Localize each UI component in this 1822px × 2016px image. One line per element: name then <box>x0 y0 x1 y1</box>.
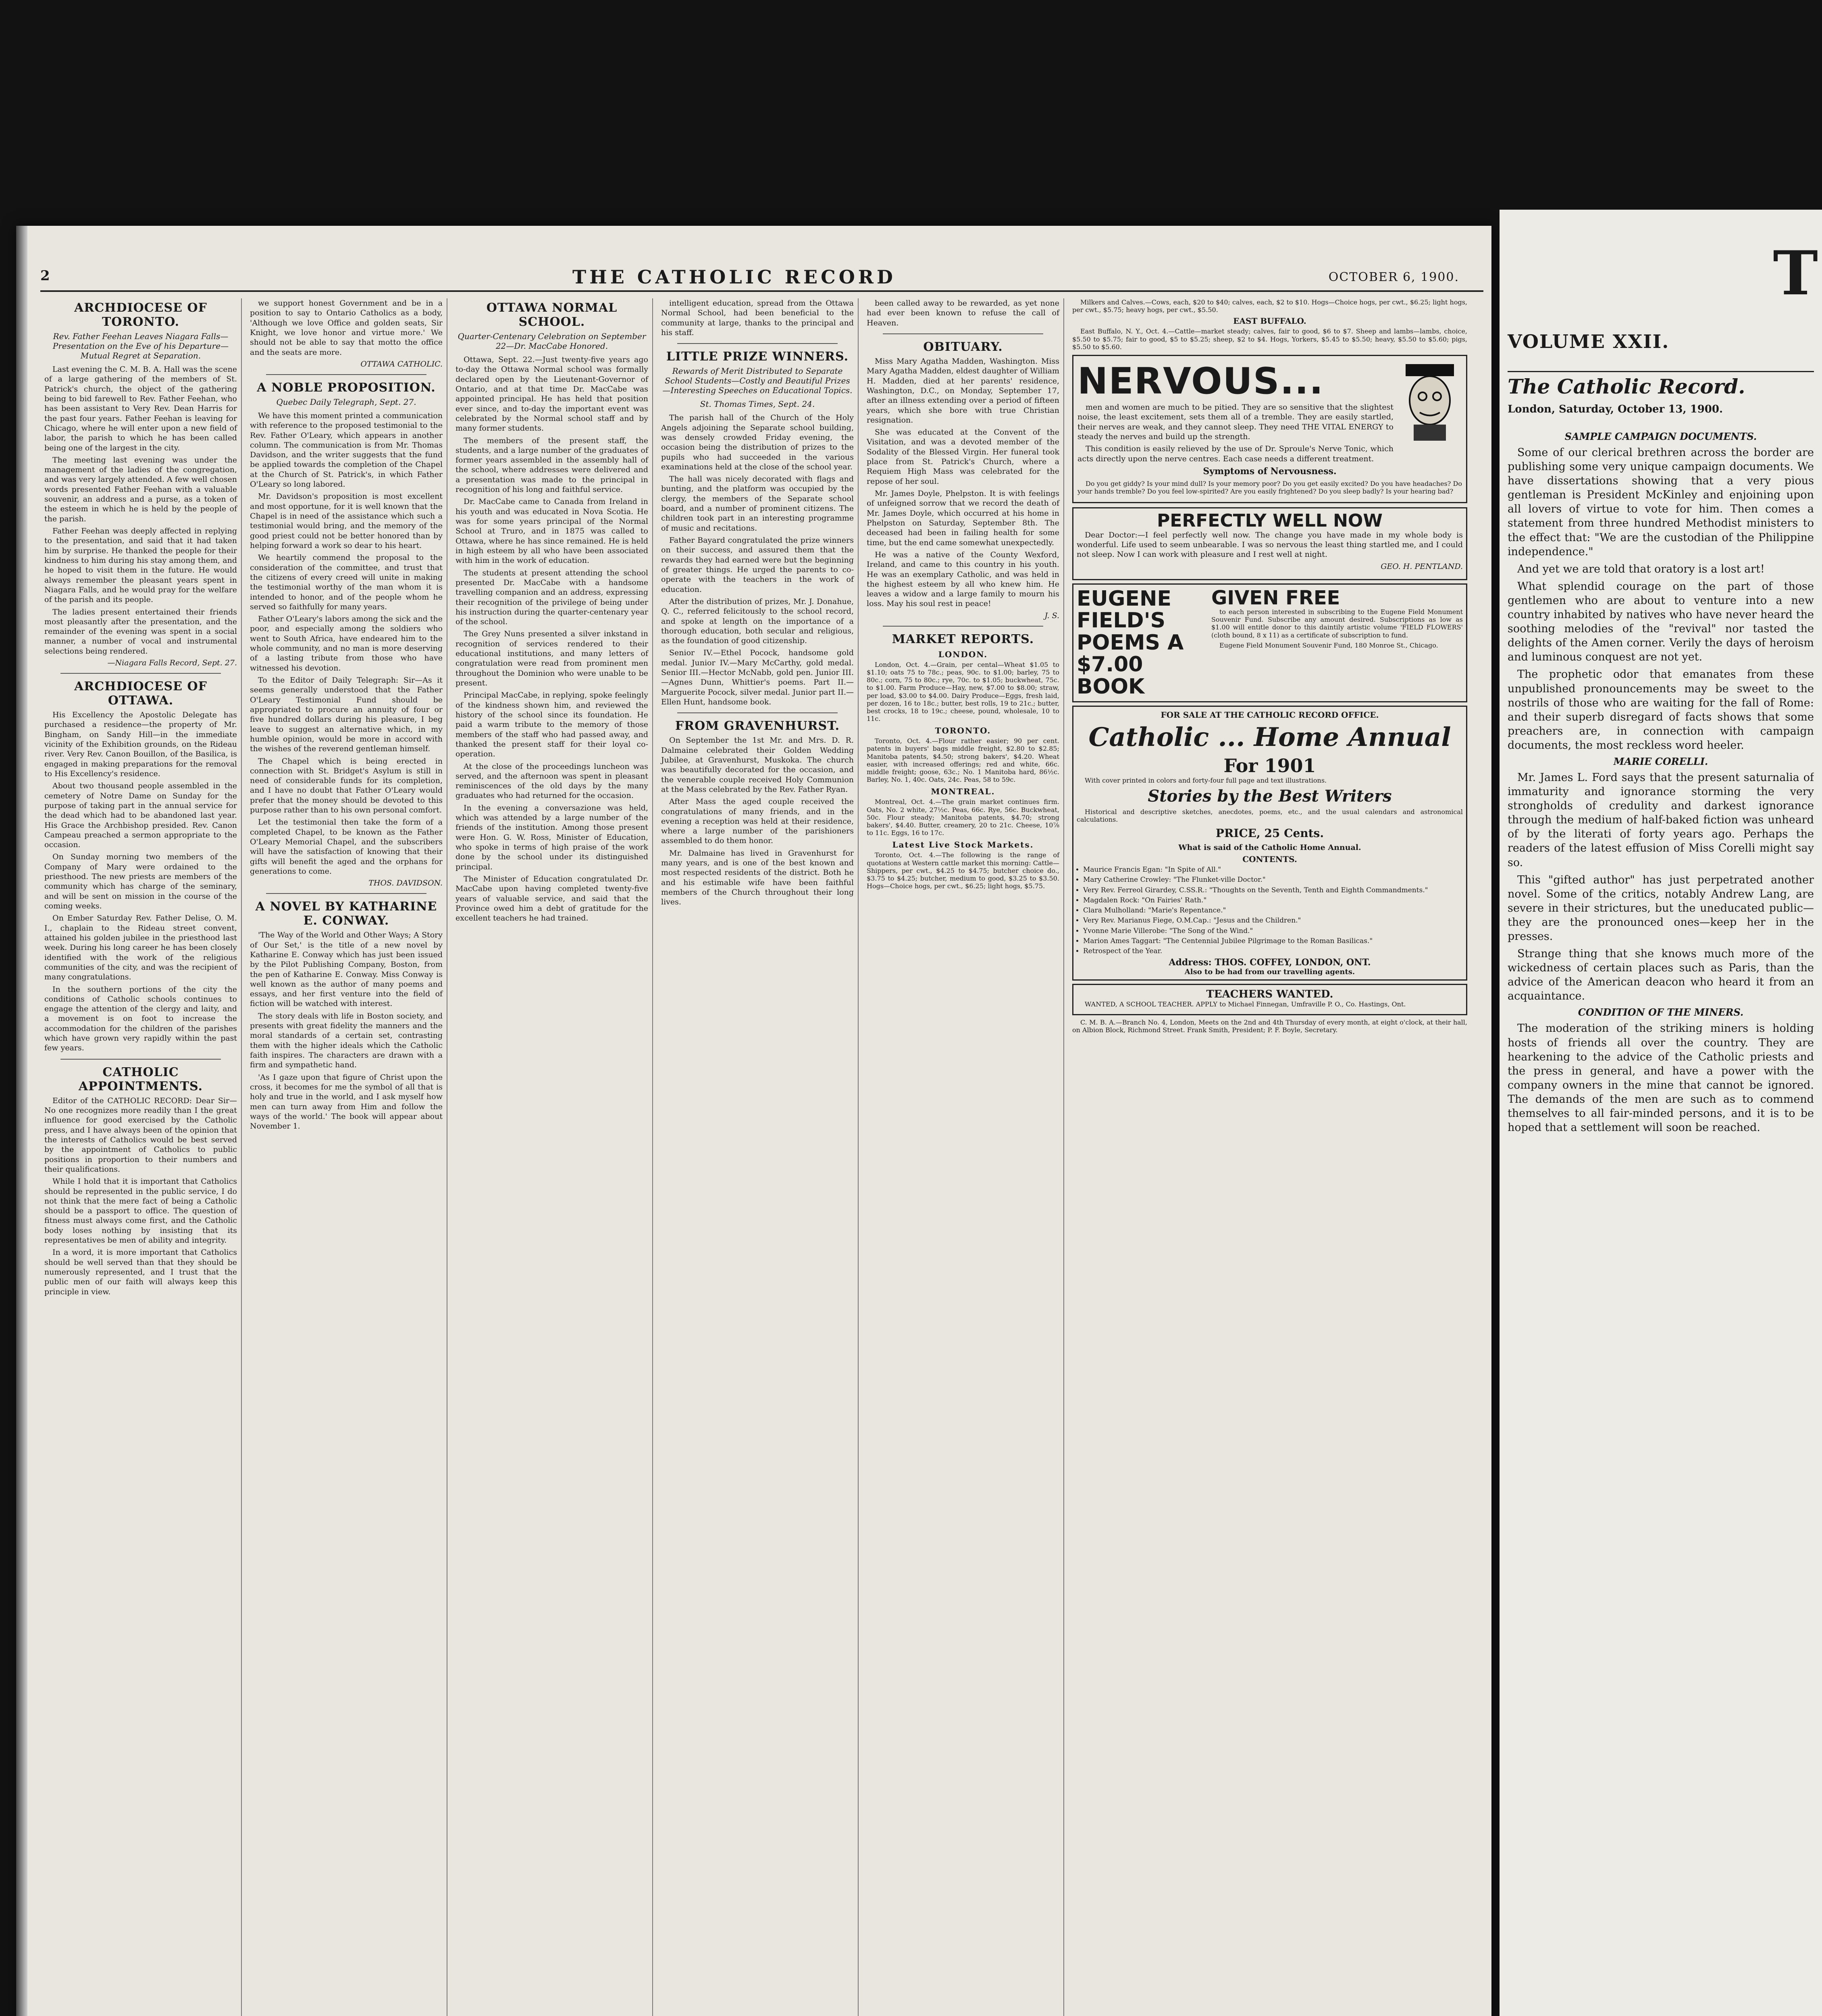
eugene-field-advertisement <box>1072 583 1467 702</box>
paragraph: About two thousand people assembled in the cemetery of Notre Dame on Sunday for the purpose of taking part in the annual service for the dead which had to be abandoned last year. His Grace the Archbishop presided. Rev. Canon Campeau preached a sermon appropriate to the occasion. <box>44 781 237 850</box>
paragraph: After the distribution of prizes, Mr. J. Donahue, Q. C., referred felicitously to the school record, and spoke at length on the importance of a thorough education, both secular and religious, as the foundation of good citizenship. <box>661 597 854 646</box>
paragraph: Father Bayard congratulated the prize winners on their success, and assured them that the rewards they had earned were but the beginning of greater things. He urged the parents to co-operate with the teachers in the work of education. <box>661 536 854 594</box>
market-report: Toronto, Oct. 4.—The following is the range of quotations at Western cattle market this morning: Cattle—Shippers, per cwt., $4.25 to $4.75; butcher choice do., $3.75 to $4.25; butcher, medium to good, $3.25 to $3.50. Hogs—Choice hogs, per cwt., $6.25; light hogs, $5.75. <box>867 851 1059 890</box>
source-credit: Quebec Daily Telegraph, Sept. 27. <box>276 397 416 407</box>
paragraph: Ottawa, Sept. 22.—Just twenty-five years ago to-day the Ottawa Normal school was formally declared open by the Lieutenant-Governor of Ontario, and at that time Dr. MacCabe was appointed principal. He has held that position ever since, and to-day the important event was celebrated by the Normal school staff and by many former students. <box>456 355 648 433</box>
page-header <box>40 266 1483 292</box>
contents-item: • Clara Mulholland: "Marie's Repentance." <box>1083 906 1463 915</box>
paragraph: He was a native of the County Wexford, Ireland, and came to this country in his youth. He was an exemplary Catholic, and was held in the highest esteem by all who knew him. He leaves a widow and a large family to mourn his loss. May his soul rest in peace! <box>867 550 1059 608</box>
ad-text: men and women are much to be pitied. They are so sensitive that the slightest noise, the least excitement, sets them all of a tremble. They are easily startled, their nerves are weak, and they cannot sleep. They need THE VITAL ENERGY to steady the nerves and build up the strength. <box>1077 402 1394 441</box>
paragraph: The students at present attending the school presented Dr. MacCabe with a handsome travelling companion and an address, expressing their recognition of the privilege of being under his instruction during the quarter-centenary year of the school. <box>456 568 648 627</box>
page-number: 2 <box>40 268 50 284</box>
contents-item: • Retrospect of the Year. <box>1083 947 1463 956</box>
market-city-heading: Latest Live Stock Markets. <box>892 840 1034 850</box>
source-credit: St. Thomas Times, Sept. 24. <box>700 399 815 409</box>
divider <box>883 333 1043 334</box>
column-5 <box>863 298 1064 2016</box>
paragraph: Let the testimonial then take the form of a completed Chapel, to be known as the Father O'Leary Memorial Chapel, and the subscribers will have the satisfaction of knowing that their gifts will benefit the aged and the orphans for generations to come. <box>250 818 443 876</box>
column-3 <box>451 298 653 2016</box>
ad-text: to each person interested in subscribing to the Eugene Field Monument Souvenir Fund. Subscribe any amount desired. Subscriptions as low as $1.00 will entitle donor to this daintily artistic volume 'FIELD FLOWERS' (cloth bound, 8 x 11) as a certificate of subscription to fund. <box>1211 608 1463 639</box>
paragraph: His Excellency the Apostolic Delegate has purchased a residence—the property of Mr. Bingham, on Sandy Hill—in the immediate vicinity of the Exhibition grounds, on the Rideau river. Very Rev. Canon Bouillon, of the Basilica, is engaged in making preparations for the removal to His Excellency's residence. <box>44 710 237 778</box>
paragraph: The hall was nicely decorated with flags and bunting, and the platform was occupied by the clergy, the members of the Separate school board, and a number of prominent citizens. The children took part in an interesting programme of music and recitations. <box>661 475 854 533</box>
market-city-heading: TORONTO. <box>935 726 991 736</box>
column-2 <box>246 298 447 2016</box>
headline-toronto: ARCHDIOCESE OF TORONTO. <box>74 301 207 329</box>
ad-text: Historical and descriptive sketches, anecdotes, poems, etc., and the usual calendars and astronomical calculations. <box>1077 808 1463 824</box>
paragraph: Last evening the C. M. B. A. Hall was the scene of a large gathering of the members of St. Patrick's church, the object of the gathering being to bid farewell to Rev. Father Feehan, who has been assistant to Very Rev. Dean Harris for the past four years. Father Feehan is leaving for Chicago, where he will enter upon a new field of labor, the parish to which he has been called being one of the largest in the city. <box>44 365 237 452</box>
market-report: Toronto, Oct. 4.—Flour rather easier; 90 per cent. patents in buyers' bags middle freight, $2.80 to $2.85; Manitoba patents, $4.50; strong bakers', $4.20. Wheat easier, with increased offerings; red and white, 66c. middle freight; goose, 63c.; No. 1 Manitoba hard, 86½c. Barley, No. 1, 40c. Oats, 24c. Peas, 58 to 59c. <box>867 737 1059 784</box>
paragraph: we support honest Government and be in a position to say to Ontario Catholics as a body, 'Although we love Office and golden seats, Sir Knight, we love honor and virtue more.' We should not be able to say that motto the office and the seats are more. <box>250 299 443 357</box>
market-report: Montreal, Oct. 4.—The grain market continues firm. Oats, No. 2 white, 27½c. Peas, 66c. Rye, 56c. Buckwheat, 50c. Flour steady; Manitoba patents, $4.70; strong bakers', $4.40. Butter, creamery, 20 to 21c. Cheese, 10⅞ to 11c. Eggs, 16 to 17c. <box>867 798 1059 837</box>
contents-heading: CONTENTS. <box>1242 854 1297 864</box>
cmba-notice: C. M. B. A.—Branch No. 4, London, Meets on the 2nd and 4th Thursday of every month, at eight o'clock, at their hall, on Albion Block, Richmond Street. Frank Smith, President; P. F. Boyle, Secretary. <box>1072 1018 1467 1034</box>
divider <box>266 893 426 894</box>
testimonial-advertisement <box>1072 507 1467 580</box>
paragraph: The story deals with life in Boston society, and presents with great fidelity the manners and the moral standards of a certain set, contrasting them with the higher ideals which the Catholic faith inspires. The characters are drawn with a firm and sympathetic hand. <box>250 1011 443 1070</box>
paragraph: On Sunday morning two members of the Company of Mary were ordained to the priesthood. The new priests are members of the community which has charge of the seminary, and will be sent on mission in the course of the coming weeks. <box>44 852 237 910</box>
paragraph: And yet we are told that oratory is a lost art! <box>1517 562 1765 575</box>
paragraph: Miss Mary Agatha Madden, Washington. Miss Mary Agatha Madden, eldest daughter of William H. Madden, died at her parents' residence, Washington, D.C., on Monday, September 17, after an illness extending over a period of fifteen years, which she bore with true Christian resignation. <box>867 356 1059 425</box>
headline-miners: CONDITION OF THE MINERS. <box>1578 1006 1744 1018</box>
paragraph: 'The Way of the World and Other Ways; A Story of Our Set,' is the title of a new novel by Katharine E. Conway which has just been issued by the Pilot Publishing Company, Boston, from the pen of Katharine E. Conway. Miss Conway is well known as the author of many poems and essays, and her first venture into the field of fiction will be watched with interest. <box>250 931 443 1008</box>
ad-text: This condition is easily relieved by the use of Dr. Sproule's Nerve Tonic, which acts directly upon the nerve centres. Each case needs a different treatment. <box>1077 444 1394 463</box>
paragraph: She was educated at the Convent of the Visitation, and was a devoted member of the Sodality of the Blessed Virgin. Her funeral took place from St. Patrick's Church, where a Requiem High Mass was celebrated for the repose of her soul. <box>867 428 1059 486</box>
ad-text: Dear Doctor:—I feel perfectly well now. The change you have made in my whole body is wonderful. Life used to seem unbearable. I was so nervous the least thing startled me, and I could not sleep. Now I can work with pleasure and I rest well at night. <box>1077 530 1463 559</box>
ad-headline: GIVEN FREE <box>1211 586 1340 609</box>
headline-noble-proposition: A NOBLE PROPOSITION. <box>257 380 436 395</box>
subhead-prize-winners: Rewards of Merit Distributed to Separate School Students—Costly and Beautiful Prizes—Interesting Speeches on Educational Topics. <box>662 366 853 396</box>
teachers-wanted-advertisement <box>1072 984 1467 1015</box>
paragraph: The meeting last evening was under the management of the ladies of the congregation, and was very largely attended. A few well chosen words presented Father Feehan with a valuable souvenir, an address and a purse, as a token of the esteem in which he is held by the people of the parish. <box>44 455 237 523</box>
portrait-illustration-icon <box>1398 360 1462 441</box>
paragraph: The parish hall of the Church of the Holy Angels adjoining the Separate school building, was densely crowded Friday evening, the occasion being the distribution of prizes to the pupils who had succeeded in the various examinations held at the close of the school year. <box>661 413 854 471</box>
page-binding <box>16 226 27 2016</box>
paragraph: To the Editor of Daily Telegraph: Sir—As it seems generally understood that the Father O'Leary Testimonial Fund should be appropriated to procure an annuity of four or five hundred dollars during his pleasure, I beg leave to suggest an alternative which, in my humble opinion, would be more in accord with the wishes of the reverend gentleman himself. <box>250 676 443 754</box>
column-4 <box>657 298 859 2016</box>
ad-headline: EUGENE FIELD'S POEMS A $7.00 BOOK <box>1077 586 1184 699</box>
ad-subheading: Symptoms of Nervousness. <box>1203 466 1337 477</box>
ad-address: Address: THOS. COFFEY, LONDON, ONT. <box>1169 957 1371 968</box>
contents-item: • Mary Catherine Crowley: "The Flunket-ville Doctor." <box>1083 876 1463 884</box>
market-city-heading: LONDON. <box>938 649 988 659</box>
volume-number: VOLUME XXII. <box>1508 331 1670 352</box>
masthead-right <box>1508 238 1822 309</box>
contents-list <box>1077 866 1463 956</box>
paragraph: The Minister of Education congratulated Dr. MacCabe upon having completed twenty-five years of valuable service, and said that the Province owed him a debt of gratitude for the excellent teachers he had trained. <box>456 874 648 923</box>
signature: OTTAWA CATHOLIC. <box>360 359 443 369</box>
masthead: THE CATHOLIC RECORD <box>572 266 896 288</box>
headline-prize-winners: LITTLE PRIZE WINNERS. <box>666 350 849 364</box>
signature: J. S. <box>1044 611 1059 620</box>
contents-item: • Magdalen Rock: "On Fairies' Rath." <box>1083 896 1463 905</box>
column-1 <box>40 298 242 2016</box>
paragraph: In a word, it is more important that Catholics should be well served than that they should be numerously represented, and I trust that the public men of our faith will always keep this principle in view. <box>44 1248 237 1296</box>
paragraph: The ladies present entertained their friends most pleasantly after the presentation, and the remainder of the evening was spent in a social manner, a number of vocal and instrumental selections being rendered. <box>44 607 237 656</box>
paragraph: On September the 1st Mr. and Mrs. D. R. Dalmaine celebrated their Golden Wedding Jubilee, at Gravenhurst, Muskoka. The church was beautifully decorated for the occasion, and the venerable couple received Holy Communion at the Mass celebrated by the Rev. Father Ryan. <box>661 736 854 794</box>
ad-text: With cover printed in colors and forty-four full page and text illustrations. <box>1085 776 1327 784</box>
ad-address: Eugene Field Monument Souvenir Fund, 180 Monroe St., Chicago. <box>1219 641 1438 649</box>
paragraph: Mr. Davidson's proposition is most excellent and most opportune, for it is well known that the Chapel is in need of the assistance which such a testimonial would bring, and the memory of the good priest could not be better honored than by helping forward a work so dear to his heart. <box>250 492 443 550</box>
paragraph: The prophetic odor that emanates from these unpublished pronouncements may be sweet to the nostrils of those who are waiting for the fall of Rome: and their superb disregard of facts shows that some preachers are, in connection with campaign documents, the most reckless word heeler. <box>1508 668 1814 752</box>
paragraph: The moderation of the striking miners is holding hosts of friends all over the country. They are hearkening to the advice of the Catholic priests and the press in general, and have a power with the company owners in the mine that cannot be ignored. The demands of the men are such as to commend themselves to all fair-minded persons, and it is to be hoped that a settlement will soon be reached. <box>1508 1022 1814 1134</box>
market-reports <box>867 632 1059 890</box>
paragraph: While I hold that it is important that Catholics should be represented in the public service, I do not think that the mere fact of being a Catholic should be a passport to office. The question of fitness must always come first, and the Catholic body loses nothing by insisting that its representatives be men of ability and integrity. <box>44 1177 237 1245</box>
home-annual-advertisement <box>1072 706 1467 981</box>
ad-year: For 1901 <box>1223 754 1316 777</box>
paragraph: After Mass the aged couple received the congratulations of many friends, and in the evening a reception was held at their residence, where a large number of the parishioners assembled to do them honor. <box>661 797 854 846</box>
ad-text: Also to be had from our travelling agents. <box>1184 968 1355 977</box>
market-city-heading: MONTREAL. <box>931 787 995 797</box>
paragraph: intelligent education, spread from the Ottawa Normal School, had been beneficial to the community at large, thanks to the principal and his staff. <box>661 299 854 337</box>
source-credit: —Niagara Falls Record, Sept. 27. <box>107 658 237 668</box>
paragraph: In the southern portions of the city the conditions of Catholic schools continues to engage the attention of the clergy and laity, and a movement is on foot to increase the accommodation for the children of the parishes which have grown very rapidly within the past few years. <box>44 985 237 1053</box>
paragraph: Strange thing that she knows much more of the wickedness of certain places such as Paris, than the advice of the American deacon who heard it from an acquaintance. <box>1508 948 1814 1003</box>
headline-campaign-documents: SAMPLE CAMPAIGN DOCUMENTS. <box>1564 431 1757 442</box>
prize-list: Senior IV.—Ethel Pocock, handsome gold medal. Junior IV.—Mary McCarthy, gold medal. Senior III.—Hector McNabb, gold pen. Junior III.—Agnes Dunn, Whittier's poems. Part II.—Marguerite Pocock, silver medal. Junior part II.—Ellen Hunt, handsome book. <box>661 648 854 706</box>
paragraph: The members of the present staff, the students, and a large number of the graduates of former years assembled in the assembly hall of the school, where addresses were delivered and a presentation was made to the principal in recognition of his long and faithful service. <box>456 436 648 494</box>
paragraph: Father Feehan was deeply affected in replying to the presentation, and said that it had taken him by surprise. He thanked the people for their kindness to him during his stay among them, and he hoped to visit them in the future. He would always remember the pleasant years spent in Niagara Falls, and he would pray for the welfare of the parish and its people. <box>44 527 237 604</box>
subhead-toronto: Rev. Father Feehan Leaves Niagara Falls—Presentation on the Eve of his Departure—Mutual Regret at Separation. <box>52 331 229 360</box>
ad-headline: Catholic ... Home Annual <box>1088 722 1451 752</box>
paragraph: Father O'Leary's labors among the sick and the poor, and especially among the soldiers who went to South Africa, have endeared him to the whole community, and no man is more deserving of a lasting tribute from those who have witnessed his devotion. <box>250 614 443 673</box>
divider <box>677 343 838 344</box>
newspaper-page-left <box>16 226 1491 2016</box>
market-report: Milkers and Calves.—Cows, each, $20 to $40; calves, each, $2 to $10. Hogs—Choice hogs, per cwt., $6.25; light hogs, per cwt., $5.75; heavy hogs, per cwt., $5.50. <box>1072 298 1467 314</box>
masthead-initial: T <box>1773 238 1818 309</box>
divider <box>60 673 221 674</box>
divider <box>677 712 838 713</box>
headline-market-reports: MARKET REPORTS. <box>892 632 1034 646</box>
headline-novel: A NOVEL BY KATHARINE E. CONWAY. <box>255 900 437 928</box>
paragraph: Editor of the CATHOLIC RECORD: Dear Sir—No one recognizes more readily than I the great influence for good exercised by the Catholic press, and I have always been of the opinion that the interests of Catholics would be best served by the appointment of Catholics to public positions in proportion to their numbers and their qualifications. <box>44 1096 237 1174</box>
paragraph: On Ember Saturday Rev. Father Delise, O. M. I., chaplain to the Rideau street convent, attained his golden jubilee in the priesthood last week. During his long career he has been closely identified with the work of the religious communities of the city, and was the recipient of many congratulations. <box>44 914 237 982</box>
nervous-advertisement <box>1072 355 1467 503</box>
paragraph: Principal MacCabe, in replying, spoke feelingly of the kindness shown him, and reviewed the history of the school since its foundation. He paid a warm tribute to the memory of those members of the staff who had passed away, and thanked the present staff for their loyal co-operation. <box>456 691 648 759</box>
ad-headline: TEACHERS WANTED. <box>1206 988 1333 1001</box>
market-report: East Buffalo, N. Y., Oct. 4.—Cattle—market steady; calves, fair to good, $6 to $7. Sheep and lambs—lambs, choice, $5.50 to $5.75; fair to good, $5 to $5.25; sheep, $2 to $4. Hogs, Yorkers, $5.45 to $5.50; heavy, $5.50 to $5.60; pigs, $5.50 to $5.60. <box>1072 327 1467 351</box>
paragraph: Mr. James Doyle, Phelpston. It is with feelings of unfeigned sorrow that we record the death of Mr. James Doyle, which occurred at his home in Phelpston on Saturday, September 8th. The deceased had been in failing health for some time, but the end came somewhat unexpectedly. <box>867 489 1059 547</box>
headline-obituary: OBITUARY. <box>923 339 1003 354</box>
ad-text: Do you get giddy? Is your mind dull? Is your memory poor? Do you get easily excited? Do you have headaches? Do your hands tremble? Do you feel low-spirited? Are you easily frightened? Do you sleep badly? Is your hearing bad? <box>1077 480 1462 496</box>
market-city-heading: EAST BUFFALO. <box>1233 316 1306 326</box>
paragraph: The Grey Nuns presented a silver inkstand in recognition of services rendered to their educational institutions, and many letters of congratulation were read from prominent men throughout the Dominion who were unable to be present. <box>456 629 648 687</box>
signature: GEO. H. PENTLAND. <box>1381 562 1463 571</box>
headline-ottawa: ARCHDIOCESE OF OTTAWA. <box>74 679 207 708</box>
newspaper-page-right <box>1500 210 1822 2016</box>
headline-normal-school: OTTAWA NORMAL SCHOOL. <box>486 301 618 329</box>
headline-marie-corelli: MARIE CORELLI. <box>1613 755 1708 767</box>
contents-item: • Very Rev. Marianus Fiege, O.M.Cap.: "Jesus and the Children." <box>1083 916 1463 925</box>
contents-item: • Yvonne Marie Villerobe: "The Song of the Wind." <box>1083 927 1463 935</box>
paragraph: In the evening a conversazione was held, which was attended by a large number of the friends of the institution. Among those present were Hon. G. W. Ross, Minister of Education, who spoke in terms of high praise of the work done by the school under its distinguished principal. <box>456 803 648 871</box>
ad-subheading: Stories by the Best Writers <box>1148 786 1392 806</box>
paragraph: Some of our clerical brethren across the border are publishing some very unique campaign documents. We have dissertations showing that a very pious gentleman is President McKinley and enjoining upon all lovers of virtue to vote for him. Then comes a statement from three hundred Methodist ministers to the effect that: "We are the custodian of the Philippine independence." <box>1508 446 1814 558</box>
editorial-column <box>1508 427 1814 2016</box>
market-report: London, Oct. 4.—Grain, per cental—Wheat $1.05 to $1.10; oats 75 to 78c.; peas, 90c. to $1.00; barley, 75 to 80c.; corn, 75 to 80c.; rye, 70c. to $1.05; buckwheat, 75c. to $1.00. Farm Produce—Hay, new, $7.00 to $8.00; straw, per load, $3.00 to $4.00. Dairy Produce—Eggs, fresh laid, per dozen, 16 to 18c.; butter, best rolls, 19 to 21c.; butter, best crocks, 18 to 19c.; cheese, pound, wholesale, 10 to 11c. <box>867 660 1059 723</box>
paragraph: This "gifted author" has just perpetrated another novel. Some of the critics, notably Andrew Lang, are severe in their strictures, but the uneducated public—they are the pronounced ones—keep her in the presses. <box>1508 873 1814 943</box>
headline-gravenhurst: FROM GRAVENHURST. <box>675 719 840 733</box>
ad-text: WANTED, A SCHOOL TEACHER. APPLY to Michael Finnegan, Umfraville P. O., Co. Hastings, Ont. <box>1085 1000 1406 1008</box>
contents-item: • Very Rev. Ferreol Girardey, C.SS.R.: "Thoughts on the Seventh, Tenth and Eighth Commandments." <box>1083 886 1463 895</box>
ad-subheading: What is said of the Catholic Home Annual. <box>1178 843 1361 852</box>
paragraph: The Chapel which is being erected in connection with St. Bridget's Asylum is still in need of considerable funds for its completion, and I have no doubt that Father O'Leary would prefer that the money should be devoted to this purpose rather than to his own personal comfort. <box>250 756 443 815</box>
paragraph: At the close of the proceedings luncheon was served, and the afternoon was spent in pleasant reminiscences of the old days by the many graduates who had returned for the occasion. <box>456 762 648 800</box>
paragraph: Mr. Dalmaine has lived in Gravenhurst for many years, and is one of the best known and most respected residents of the district. Both he and his estimable wife have been faithful members of the Church throughout their long lives. <box>661 848 854 907</box>
paragraph: Mr. James L. Ford says that the present saturnalia of immaturity and ignorance storming the very strongholds of credulity and darkest ignorance through the medium of half-baked fiction was unheard of by the literati of forty years ago. Perhaps the readers of the latest effusion of Miss Corelli might say so. <box>1508 771 1814 869</box>
contents-item: • Maurice Francis Egan: "In Spite of All." <box>1083 866 1463 874</box>
subhead-normal-school: Quarter-Centenary Celebration on September 22—Dr. MacCabe Honored. <box>458 331 646 351</box>
headline-appointments: CATHOLIC APPOINTMENTS. <box>78 1065 203 1093</box>
ad-text: FOR SALE AT THE CATHOLIC RECORD OFFICE. <box>1161 710 1379 720</box>
divider <box>266 374 426 375</box>
newspaper-title: The Catholic Record. <box>1508 371 1814 398</box>
ad-headline: NERVOUS... <box>1077 360 1324 402</box>
paragraph: We have this moment printed a communication with reference to the proposed testimonial to the Rev. Father O'Leary, which appears in another column. The communication is from Mr. Thomas Davidson, and the writer suggests that the fund be applied towards the completion of the Chapel at the Church of St. Patrick's, in which Father O'Leary so long labored. <box>250 411 443 489</box>
ad-price: PRICE, 25 Cents. <box>1215 827 1324 840</box>
paragraph: 'As I gaze upon that figure of Christ upon the cross, it becomes for me the symbol of all that is holy and true in the world, and I ask myself how men can turn away from Him and follow the ways of the world.' The book will appear about November 1. <box>250 1073 443 1131</box>
paragraph: What splendid courage on the part of those gentlemen who are about to venture into a new country inhabited by natives who have never heard the soothing melodies of the "revival" nor tasted the delights of the Amen corner. Verily the days of heroism and luminous conquest are not yet. <box>1508 580 1814 664</box>
divider <box>60 1059 221 1060</box>
divider <box>883 626 1043 627</box>
paragraph: We heartily commend the proposal to the consideration of the committee, and trust that the citizens of every creed will unite in making the testimonial worthy of the man whom it is intended to honor, and of the people whom he served so faithfully for many years. <box>250 553 443 611</box>
contents-item: • Marion Ames Taggart: "The Centennial Jubilee Pilgrimage to the Roman Basilicas." <box>1083 937 1463 946</box>
ad-headline: PERFECTLY WELL NOW <box>1157 510 1383 531</box>
paragraph: Dr. MacCabe came to Canada from Ireland in his youth and was educated in Nova Scotia. He was for some years principal of the Normal School at Truro, and in 1875 was called to Ottawa, where he has since remained. He is held in high esteem by all who have been associated with him in the work of education. <box>456 497 648 565</box>
issue-date: London, Saturday, October 13, 1900. <box>1508 403 1723 415</box>
paragraph: been called away to be rewarded, as yet none had ever been known to refuse the call of Heaven. <box>867 299 1059 327</box>
issue-date: OCTOBER 6, 1900. <box>1328 270 1459 284</box>
column-6-advertisements <box>1068 298 1471 2016</box>
signature: THOS. DAVIDSON. <box>368 879 443 888</box>
